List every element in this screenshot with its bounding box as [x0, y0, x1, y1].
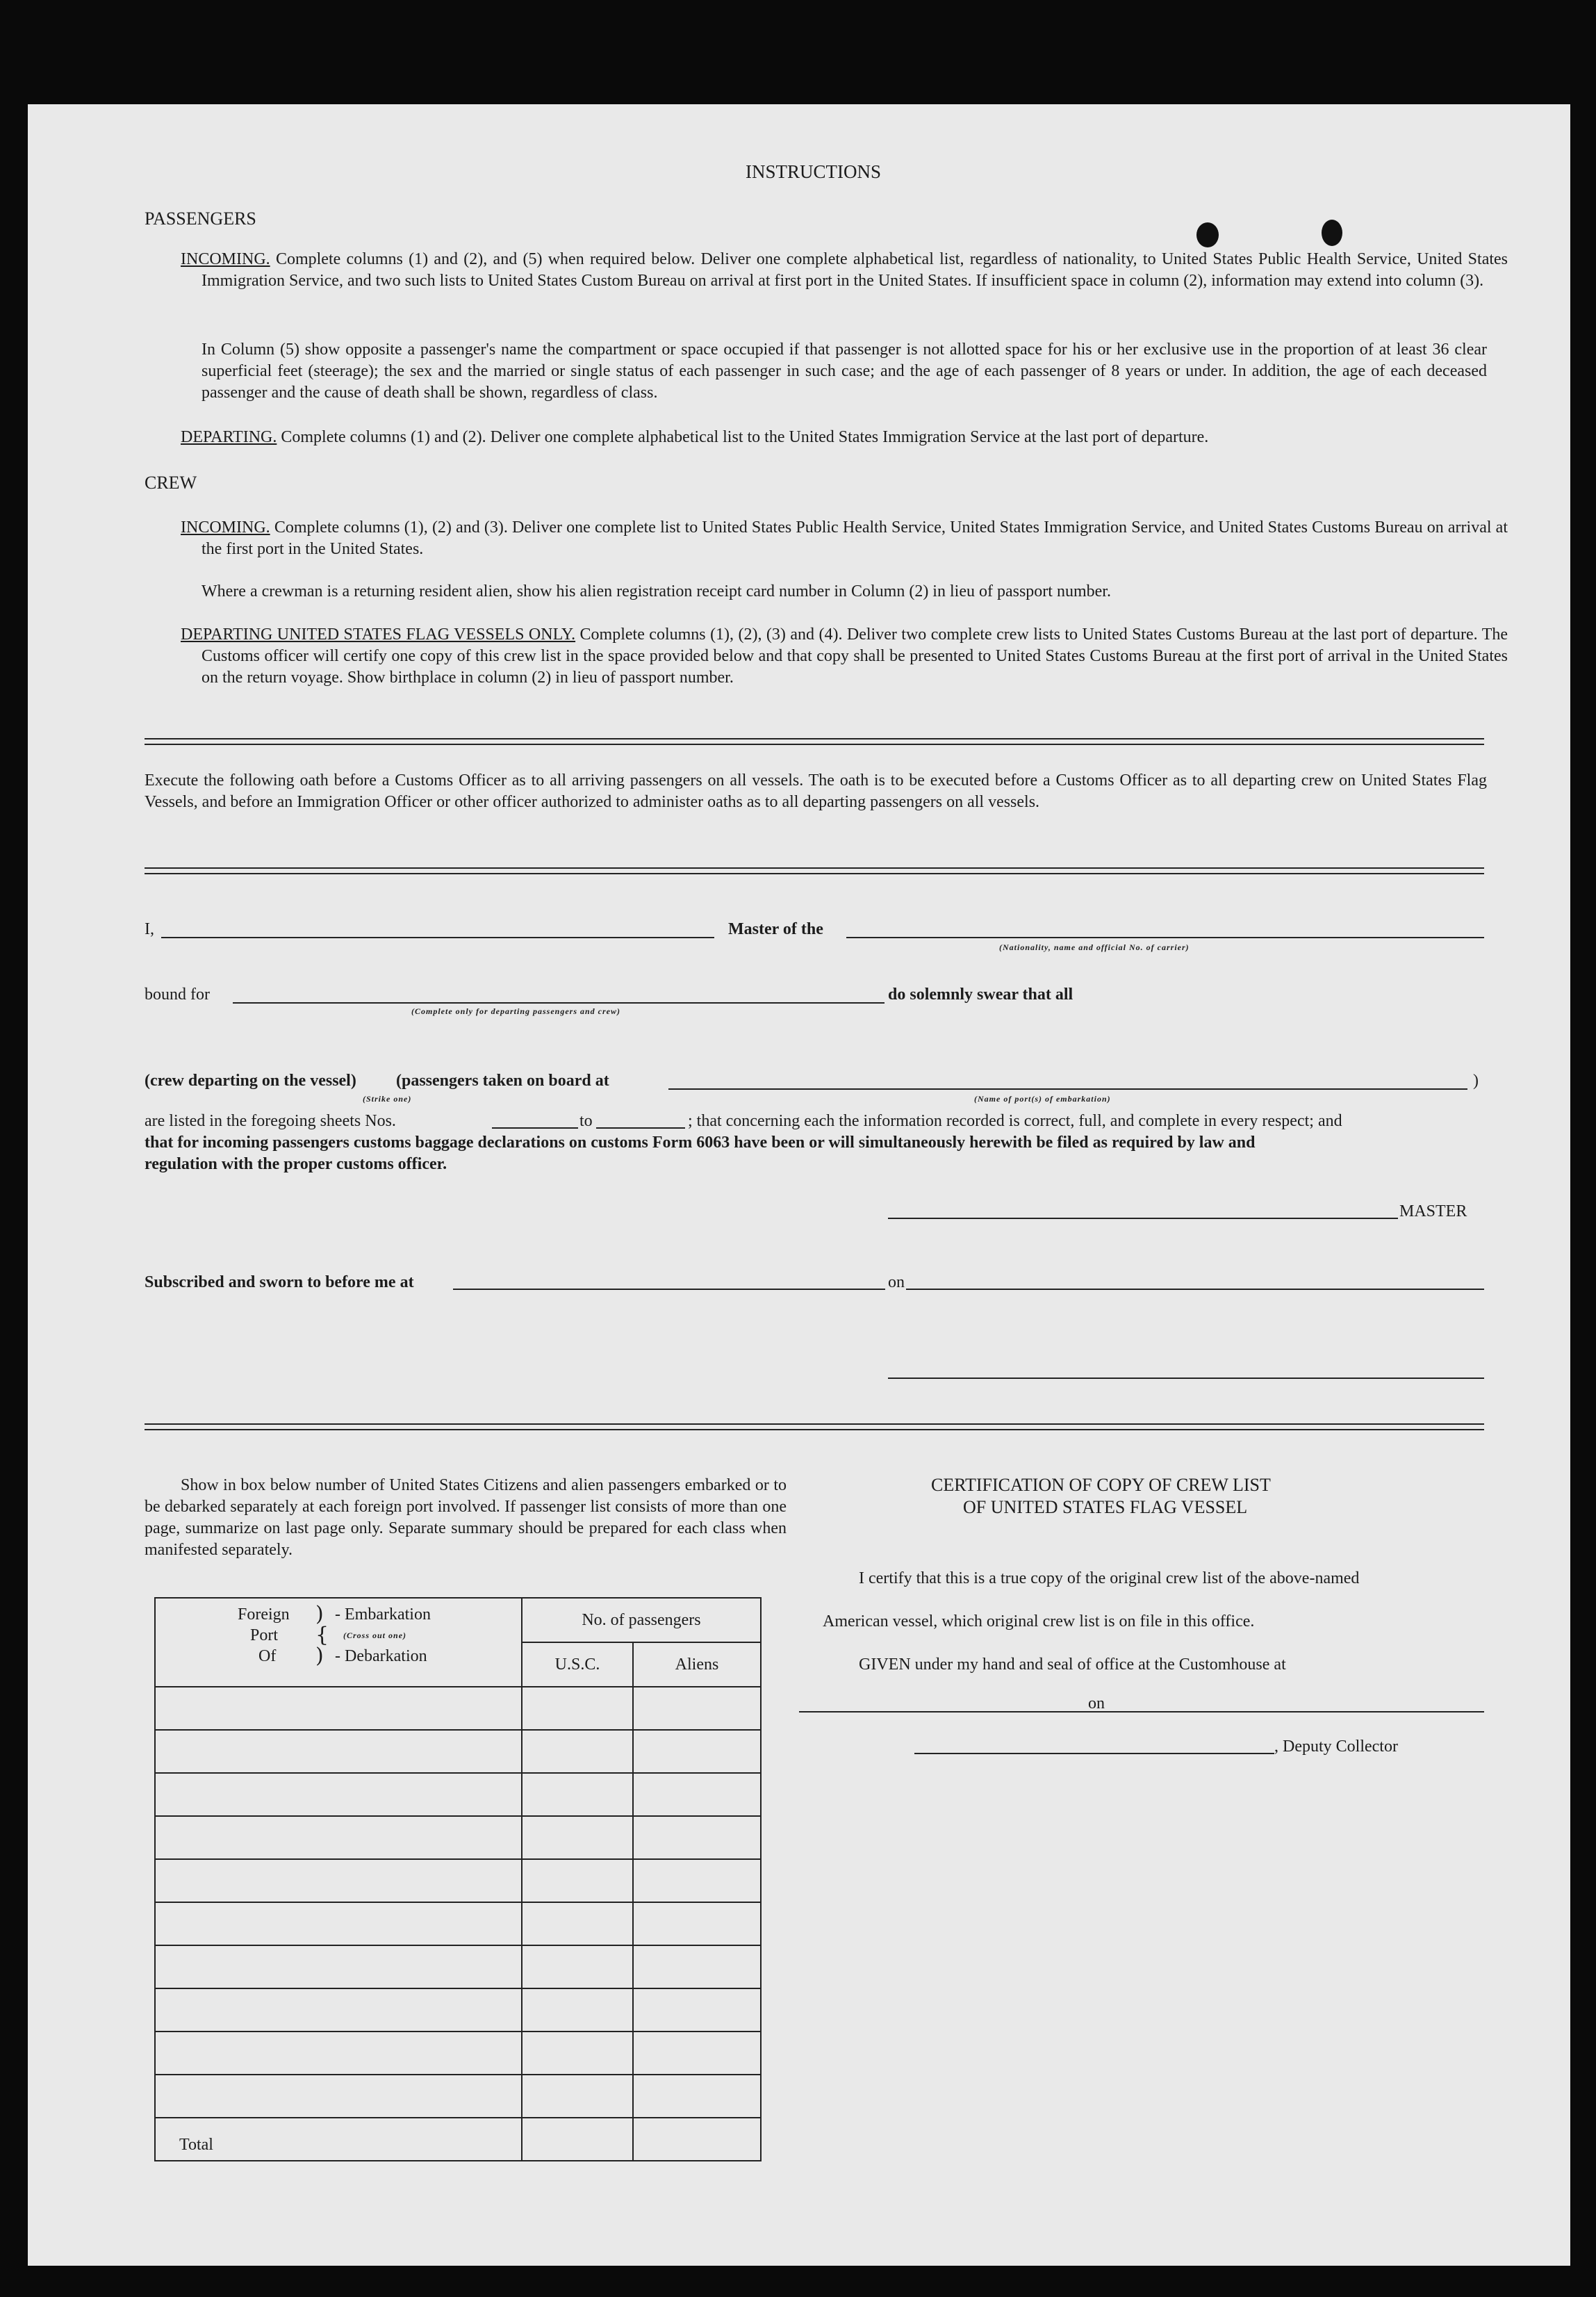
aliens-cell[interactable]: [633, 1945, 761, 1988]
passengers-departing-paragraph: [181, 427, 1487, 448]
aliens-cell[interactable]: [633, 1773, 761, 1816]
oath-intro: Execute the following oath before a Customs Officer as to all arriving passengers on all vessels. The oath is to be executed before a Customs Officer as to all departing crew on United States Flag Vessels, and before an Immigration Officer or other officer authorized to administer oaths as to all departing passengers on all vessels.: [145, 771, 1487, 811]
port-cell[interactable]: [155, 1902, 522, 1945]
passenger-summary-table: [154, 1597, 762, 2161]
ports-hint: (Name of port(s) of embarkation): [974, 1094, 1111, 1104]
carrier-hint: (Nationality, name and official No. of carrier): [999, 942, 1190, 952]
deputy-signature-field[interactable]: [914, 1753, 1274, 1754]
passengers-incoming-text: Complete columns (1) and (2), and (5) when required below. Deliver one complete alphabetical list, regardless of nationality, to United States Public Health Service, United States Immigration Service, and two such lists to United States Custom Bureau on arrival at first port in the United States. If insufficient space in column (2), information may extend into column (3).: [201, 250, 1508, 290]
crew-departing-label: DEPARTING UNITED STATES FLAG VESSELS ONLY.: [181, 626, 576, 644]
port-cell[interactable]: [155, 1773, 522, 1816]
master-label: MASTER: [1399, 1202, 1467, 1220]
crew-departing-text: Complete columns (1), (2), (3) and (4). Deliver two complete crew lists to United States Customs Bureau at the last port of departure. The Customs officer will certify one copy of this crew list in the space provided below and that copy shall be presented to United States Customs Bureau at the first port of arrival in the United States on the return voyage. Show birthplace in column (2) in lieu of passport number.: [201, 626, 1508, 687]
foreign-port-header: [155, 1598, 522, 1687]
certify-line1: I certify that this is a true copy of the original crew list of the above-named: [859, 1569, 1360, 1587]
close-paren: ): [1473, 1072, 1479, 1090]
passengers-heading: PASSENGERS: [145, 209, 256, 229]
of-label: Of: [258, 1647, 277, 1665]
port-cell[interactable]: [155, 1730, 522, 1773]
certification-title-line1: CERTIFICATION OF COPY OF CREW LIST: [931, 1475, 1271, 1495]
usc-cell[interactable]: [522, 1730, 633, 1773]
no-passengers-header: No. of passengers: [522, 1598, 761, 1642]
aliens-header: Aliens: [633, 1642, 761, 1687]
total-label: Total: [155, 2118, 522, 2161]
aliens-cell[interactable]: [633, 1816, 761, 1859]
port-cell[interactable]: [155, 1988, 522, 2032]
passengers-incoming-label: INCOMING.: [181, 250, 270, 268]
crew-departing-paragraph: [181, 624, 1508, 689]
officer-signature-field[interactable]: [888, 1378, 1484, 1379]
debarkation-label: - Debarkation: [335, 1647, 427, 1665]
subscribed-date-field[interactable]: [906, 1289, 1484, 1290]
cross-hint: (Cross out one): [343, 1630, 407, 1640]
usc-cell[interactable]: [522, 1687, 633, 1730]
usc-cell[interactable]: [522, 2075, 633, 2118]
subscribed-place-field[interactable]: [453, 1289, 885, 1290]
aliens-cell[interactable]: [633, 1859, 761, 1902]
double-rule: [145, 738, 1484, 745]
usc-cell[interactable]: [522, 1859, 633, 1902]
strike-hint: (Strike one): [363, 1094, 412, 1104]
bound-for-label: bound for: [145, 986, 210, 1004]
oath-i-label: I,: [145, 920, 154, 938]
passengers-incoming-paragraph: [181, 249, 1508, 292]
usc-cell[interactable]: [522, 1988, 633, 2032]
certification-date-field[interactable]: [1106, 1711, 1484, 1712]
aliens-cell[interactable]: [633, 1730, 761, 1773]
usc-cell[interactable]: [522, 1945, 633, 1988]
double-rule: [145, 1423, 1484, 1430]
listed-rest: ; that concerning each the information recorded is correct, full, and complete in every respect; and: [688, 1112, 1342, 1130]
usc-header: U.S.C.: [522, 1642, 633, 1687]
crew-alien-paragraph: Where a crewman is a returning resident alien, show his alien registration receipt card number in Column (2) in lieu of passport number.: [201, 582, 1111, 600]
crew-incoming-paragraph: [181, 517, 1508, 560]
usc-cell[interactable]: [522, 1773, 633, 1816]
port-cell[interactable]: [155, 1945, 522, 1988]
given-text: GIVEN under my hand and seal of office at the Customhouse at: [859, 1656, 1286, 1674]
embarkation-ports-field[interactable]: [668, 1088, 1467, 1090]
punch-hole: [1322, 220, 1342, 246]
bound-hint: (Complete only for departing passengers and crew): [411, 1006, 620, 1016]
listed-line2: that for incoming passengers customs baggage declarations on customs Form 6063 have been or will simultaneously herewith be filed as required by law and: [145, 1134, 1256, 1152]
bound-for-field[interactable]: [233, 1002, 885, 1004]
usc-cell[interactable]: [522, 2032, 633, 2075]
deputy-collector-label: , Deputy Collector: [1274, 1738, 1398, 1756]
to-label: to: [579, 1112, 593, 1130]
subscribed-on-label: on: [888, 1273, 905, 1291]
passengers-taken-option: (passengers taken on board at: [396, 1072, 609, 1090]
usc-total-cell[interactable]: [522, 2118, 633, 2161]
swear-label: do solemnly swear that all: [888, 986, 1073, 1004]
master-name-field[interactable]: [161, 937, 714, 938]
passengers-departing-text: Complete columns (1) and (2). Deliver one complete alphabetical list to the United States Immigration Service at the last port of departure.: [281, 428, 1209, 446]
port-cell[interactable]: [155, 1816, 522, 1859]
instructions-title: INSTRUCTIONS: [746, 161, 882, 182]
port-cell[interactable]: [155, 2075, 522, 2118]
port-cell[interactable]: [155, 2032, 522, 2075]
master-signature-field[interactable]: [888, 1218, 1398, 1219]
aliens-cell[interactable]: [633, 1687, 761, 1730]
sheet-from-field[interactable]: [492, 1127, 578, 1129]
summary-instructions: Show in box below number of United States Citizens and alien passengers embarked or to be debarked separately at each foreign port involved. If passenger list consists of more than one page, summarize on last page only. Separate summary should be prepared for each class when manifested separately.: [145, 1476, 787, 1559]
port-cell[interactable]: [155, 1859, 522, 1902]
usc-cell[interactable]: [522, 1902, 633, 1945]
certification-on-label: on: [1088, 1694, 1105, 1712]
embarkation-label: - Embarkation: [335, 1605, 431, 1624]
form-page: [28, 104, 1570, 2266]
double-rule: [145, 867, 1484, 874]
port-cell[interactable]: [155, 1687, 522, 1730]
crew-departing-option: (crew departing on the vessel): [145, 1072, 356, 1090]
aliens-cell[interactable]: [633, 1988, 761, 2032]
carrier-field[interactable]: [846, 937, 1484, 938]
crew-incoming-label: INCOMING.: [181, 518, 270, 537]
aliens-cell[interactable]: [633, 2075, 761, 2118]
crew-incoming-text: Complete columns (1), (2) and (3). Deliver one complete list to United States Public Health Service, United States Immigration Service, and United States Customs Bureau on arrival at the first port in the United States.: [201, 518, 1508, 558]
listed-prefix: are listed in the foregoing sheets Nos.: [145, 1112, 396, 1130]
column5-paragraph: In Column (5) show opposite a passenger's name the compartment or space occupied if that passenger is not allotted space for his or her exclusive use in the proportion of at least 36 clear superficial feet (steerage); the sex and the married or single status of each passenger in such case; and the age of each passenger of 8 years or under. In addition, the age of each deceased passenger and the cause of death shall be shown, regardless of class.: [201, 341, 1487, 402]
brace-glyph: ) { ): [315, 1602, 329, 1668]
certification-title-line2: OF UNITED STATES FLAG VESSEL: [963, 1497, 1248, 1517]
certify-line2: American vessel, which original crew list is on file in this office.: [823, 1612, 1255, 1630]
usc-cell[interactable]: [522, 1816, 633, 1859]
punch-hole: [1196, 222, 1219, 247]
master-of-label: Master of the: [728, 920, 823, 938]
crew-heading: CREW: [145, 473, 197, 493]
sheet-to-field[interactable]: [596, 1127, 685, 1129]
subscribed-label: Subscribed and sworn to before me at: [145, 1273, 414, 1291]
foreign-label: Foreign: [238, 1605, 290, 1624]
customhouse-field[interactable]: [799, 1711, 1114, 1712]
port-label: Port: [250, 1626, 279, 1644]
aliens-cell[interactable]: [633, 1902, 761, 1945]
aliens-total-cell[interactable]: [633, 2118, 761, 2161]
passengers-departing-label: DEPARTING.: [181, 428, 277, 446]
listed-line3: regulation with the proper customs officer.: [145, 1155, 447, 1173]
aliens-cell[interactable]: [633, 2032, 761, 2075]
